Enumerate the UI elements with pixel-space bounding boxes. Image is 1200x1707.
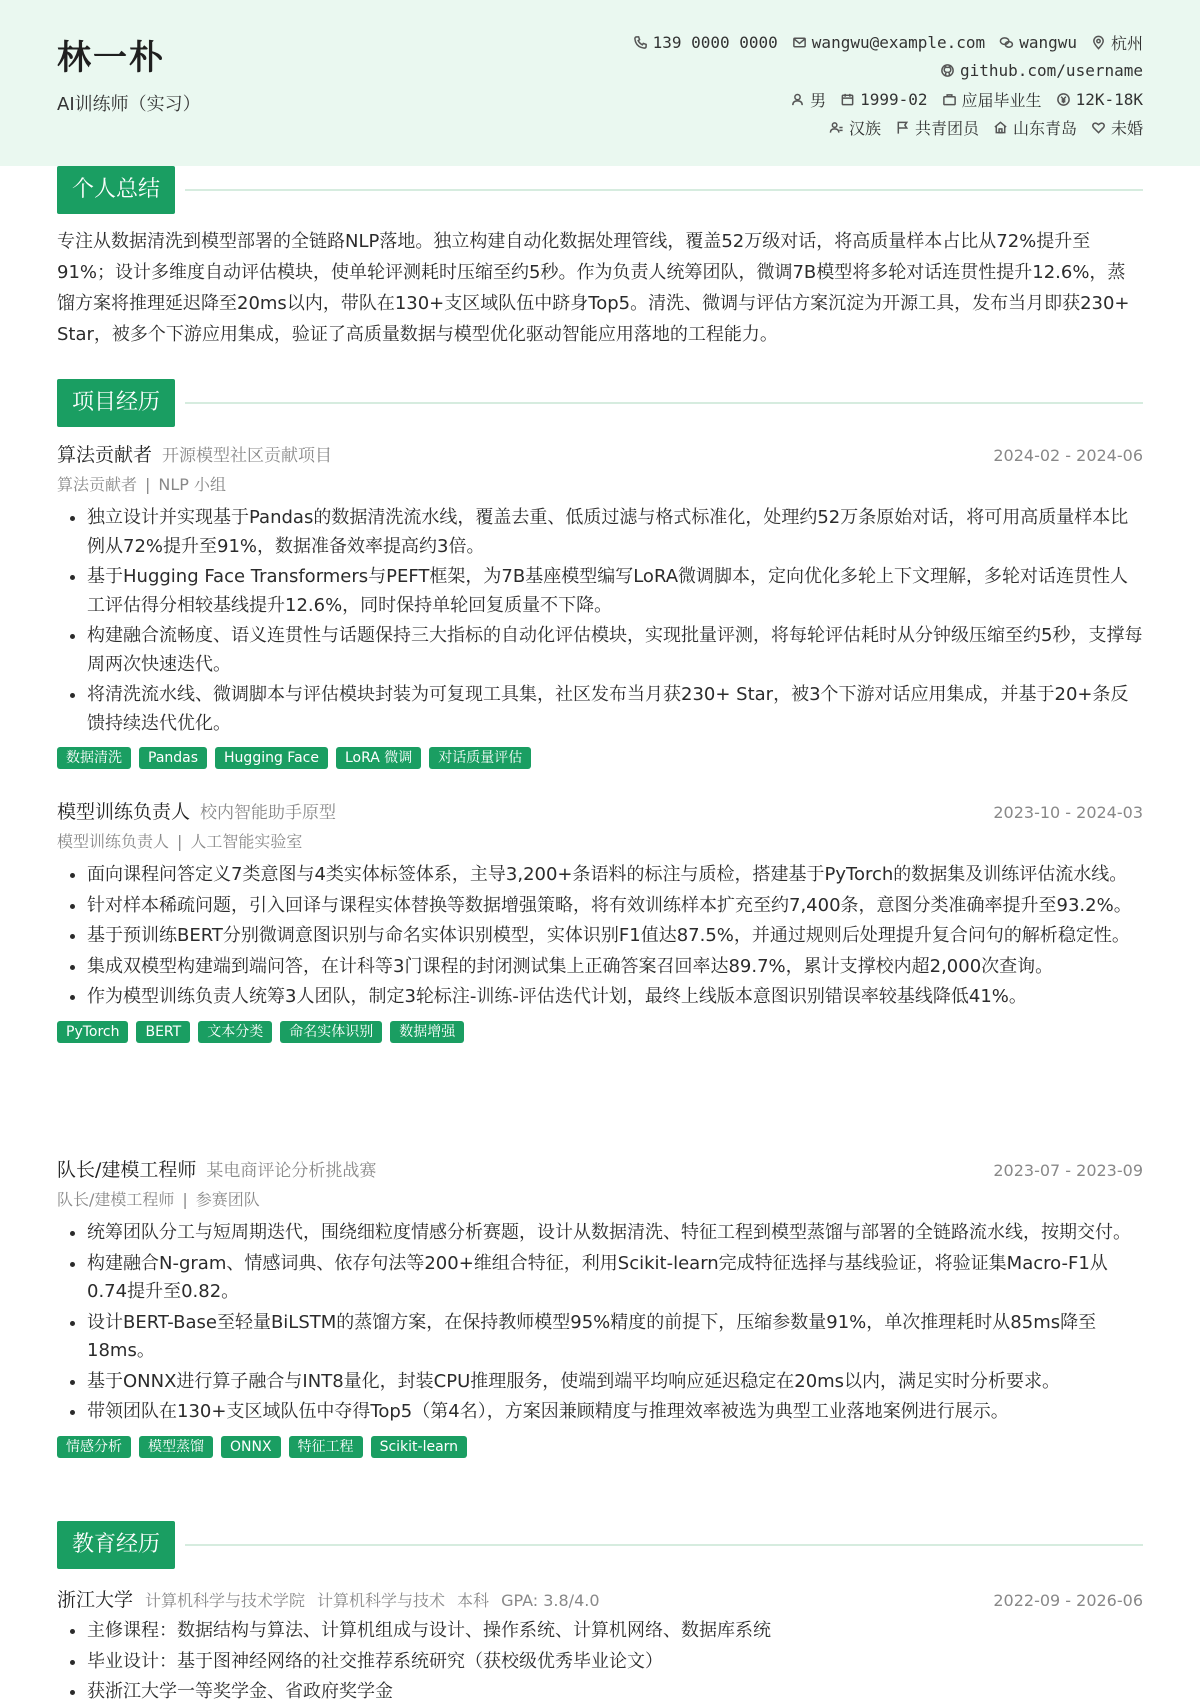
school-name: 浙江大学 — [57, 1589, 134, 1611]
list-item: • 统筹团队分工与短周期迭代，围绕细粒度情感分析赛题，设计从数据清洗、特征工程到模型蒸馏与部署的全链路流水线，按期交付。 — [87, 1219, 1143, 1248]
briefcase-icon — [942, 92, 957, 107]
city: 杭州 — [1091, 31, 1143, 54]
project-subtitle: 某电商评论分析挑战赛 — [206, 1161, 377, 1181]
project-entry: 模型训练负责人 校内智能助手原型 2023-10 - 2024-03 模型训练负责人 | 人工智能实验室 • 面向课程问答定义7类意图与4类实体标签体系，主导3,200+条语料的标注与质检，搭建基于PyTorch的数据集及训练评估流水线。 • 针对样本稀疏问题，引入回译与课程实体替换等数据增强策略，将有效训练样本扩充至约7,400条，意图分类准确率提升至93.2%。 • 基于预训练BERT分别微调意图识别与命名实体识别模型，实体识别F1值达87.5%，并通过规则后处理提升复合问句的解析稳定性。 • 集成双模型构建端到端问答，在计科等3门课程的封闭测试集上正确答案召回率达89.7%，累计支撑校内超2,000次查询。 • 作为模型训练负责人统筹3人团队，制定3轮标注-训练-评估迭代计划，最终上线版本意图识别错误率较基线降低41%。 PyTorch BERT 文本分类 命名实体识别 数据增强 — [57, 797, 1143, 1043]
contact-info — [633, 28, 1143, 142]
list-item: • 将清洗流水线、微调脚本与评估模块封装为可复现工具集，社区发布当月获230+ Star，被3个下游对话应用集成，并基于20+条反馈持续迭代优化。 — [87, 681, 1143, 738]
gpa: GPA: 3.8/4.0 — [501, 1591, 600, 1610]
project-bullets — [57, 861, 1143, 1012]
skill-tag: PyTorch — [57, 1021, 128, 1043]
skill-tags — [57, 747, 1143, 769]
section-title-education: 教育经历 — [57, 1521, 175, 1569]
skill-tag: 命名实体识别 — [280, 1021, 382, 1043]
project-role: 算法贡献者 — [57, 475, 138, 494]
job-status: 应届毕业生 — [942, 88, 1042, 111]
skill-tag: ONNX — [221, 1436, 281, 1458]
location-pin-icon — [1091, 35, 1106, 50]
major: 计算机科学与技术 — [317, 1591, 446, 1610]
skill-tag: LoRA 微调 — [336, 747, 421, 769]
project-date: 2023-07 - 2023-09 — [993, 1161, 1143, 1180]
education-bullets — [57, 1617, 1143, 1707]
skill-tag: 特征工程 — [289, 1436, 363, 1458]
project-bullets — [57, 1219, 1143, 1427]
list-item: • 构建融合流畅度、语义连贯性与话题保持三大指标的自动化评估模块，实现批量评测，将每轮评估耗时从分钟级压缩至约5秒，支撑每周两次快速迭代。 — [87, 622, 1143, 679]
github-icon — [940, 63, 955, 78]
list-item: • 基于ONNX进行算子融合与INT8量化，封装CPU推理服务，使端到端平均响应延迟稳定在20ms以内，满足实时分析要求。 — [87, 1368, 1143, 1397]
list-item: • 集成双模型构建端到端问答，在计科等3门课程的封闭测试集上正确答案召回率达89.7%，累计支撑校内超2,000次查询。 — [87, 953, 1143, 982]
list-item: • 主修课程：数据结构与算法、计算机组成与设计、操作系统、计算机网络、数据库系统 — [87, 1617, 1143, 1646]
section-title-summary: 个人总结 — [57, 166, 175, 214]
resume-header — [0, 0, 1200, 166]
list-item: • 独立设计并实现基于Pandas的数据清洗流水线，覆盖去重、低质过滤与格式标准化，处理约52万条原始对话，将可用高质量样本比例从72%提升至91%，数据准备效率提高约3倍。 — [87, 504, 1143, 561]
list-item: • 基于Hugging Face Transformers与PEFT框架，为7B基座模型编写LoRA微调脚本，定向优化多轮上下文理解，多轮对话连贯性人工评估得分相较基线提升12.6%，同时保持单轮回复质量不下降。 — [87, 563, 1143, 620]
project-title: 算法贡献者 — [57, 444, 153, 466]
skill-tags — [57, 1021, 1143, 1043]
project-date: 2024-02 - 2024-06 — [993, 446, 1143, 465]
project-bullets — [57, 504, 1143, 738]
list-item: • 基于预训练BERT分别微调意图识别与命名实体识别模型，实体识别F1值达87.5%，并通过规则后处理提升复合问句的解析稳定性。 — [87, 922, 1143, 951]
skill-tag: Pandas — [139, 747, 207, 769]
gender: 男 — [790, 88, 826, 111]
divider — [185, 402, 1143, 404]
list-item: • 带领团队在130+支区域队伍中夺得Top5（第4名），方案因兼顾精度与推理效率被选为典型工业落地案例进行展示。 — [87, 1398, 1143, 1427]
education-date: 2022-09 - 2026-06 — [993, 1591, 1143, 1610]
email[interactable]: wangwu@example.com — [792, 33, 985, 52]
users-icon — [829, 120, 844, 135]
project-role: 模型训练负责人 — [57, 832, 170, 851]
marital-status: 未婚 — [1091, 116, 1143, 139]
section-education — [57, 1521, 1143, 1569]
list-item: • 获浙江大学一等奖学金、省政府奖学金 — [87, 1678, 1143, 1707]
project-title: 模型训练负责人 — [57, 801, 191, 823]
summary-text: 专注从数据清洗到模型部署的全链路NLP落地。独立构建自动化数据处理管线，覆盖52万级对话，将高质量样本占比从72%提升至91%；设计多维度自动评估模块，使单轮评测耗时压缩至约5秒。作为负责人统筹团队，微调7B模型将多轮对话连贯性提升12.6%，蒸馏方案将推理延迟降至20ms以内，带队在130+支区域队伍中跻身Top5。清洗、微调与评估方案沉淀为开源工具，发布当月即获230+ Star，被多个下游应用集成，验证了高质量数据与模型优化驱动智能应用落地的工程能力。 — [57, 231, 1130, 345]
hometown: 山东青岛 — [993, 116, 1077, 139]
degree: 本科 — [457, 1591, 490, 1610]
skill-tag: BERT — [136, 1021, 190, 1043]
skill-tag: 对话质量评估 — [429, 747, 531, 769]
github[interactable]: github.com/username — [940, 61, 1143, 80]
list-item: • 毕业设计：基于图神经网络的社交推荐系统研究（获校级优秀毕业论文） — [87, 1648, 1143, 1677]
birth-date: 1999-02 — [840, 90, 927, 109]
project-subtitle: 校内智能助手原型 — [200, 803, 337, 823]
project-org: NLP 小组 — [158, 475, 227, 494]
calendar-icon — [840, 92, 855, 107]
heart-icon — [1091, 120, 1106, 135]
skill-tags — [57, 1436, 1143, 1458]
project-role: 队长/建模工程师 — [57, 1190, 175, 1209]
section-summary — [57, 166, 1143, 214]
ethnicity: 汉族 — [829, 116, 881, 139]
project-title: 队长/建模工程师 — [57, 1159, 197, 1181]
list-item: • 作为模型训练负责人统筹3人团队，制定3轮标注-训练-评估迭代计划，最终上线版本意图识别错误率较基线降低41%。 — [87, 983, 1143, 1012]
candidate-name: 林一朴 — [57, 38, 165, 78]
college: 计算机科学与技术学院 — [145, 1591, 306, 1610]
skill-tag: 文本分类 — [198, 1021, 272, 1043]
skill-tag: 数据增强 — [390, 1021, 464, 1043]
home-icon — [993, 120, 1008, 135]
phone[interactable]: 139 0000 0000 — [633, 33, 778, 52]
user-icon — [790, 92, 805, 107]
skill-tag: 模型蒸馏 — [139, 1436, 213, 1458]
skill-tag: 情感分析 — [57, 1436, 131, 1458]
education-entry — [57, 1585, 1143, 1707]
wechat-icon — [999, 35, 1014, 50]
skill-tag: 数据清洗 — [57, 747, 131, 769]
project-subtitle: 开源模型社区贡献项目 — [162, 446, 333, 466]
mail-icon — [792, 35, 807, 50]
flag-icon — [895, 120, 910, 135]
skill-tag: Scikit-learn — [371, 1436, 467, 1458]
phone-icon — [633, 35, 648, 50]
project-entry: 队长/建模工程师 某电商评论分析挑战赛 2023-07 - 2023-09 队长/建模工程师 | 参赛团队 • 统筹团队分工与短周期迭代，围绕细粒度情感分析赛题，设计从数据清洗、特征工程到模型蒸馏与部署的全链路流水线，按期交付。 • 构建融合N-gram、情感词典、依存句法等200+维组合特征，利用Scikit-learn完成特征选择与基线验证，将验证集Macro-F1从0.74提升至0.82。 • 设计BERT-Base至轻量BiLSTM的蒸馏方案，在保持教师模型95%精度的前提下，压缩参数量91%，单次推理耗时从85ms降至18ms。 • 基于ONNX进行算子融合与INT8量化，封装CPU推理服务，使端到端平均响应延迟稳定在20ms以内，满足实时分析要求。 • 带领团队在130+支区域队伍中夺得Top5（第4名），方案因兼顾精度与推理效率被选为典型工业落地案例进行展示。 情感分析 模型蒸馏 ONNX 特征工程 Scikit-learn — [57, 1155, 1143, 1458]
project-org: 人工智能实验室 — [190, 832, 303, 851]
project-date: 2023-10 - 2024-03 — [993, 803, 1143, 822]
divider — [185, 189, 1143, 191]
skill-tag: Hugging Face — [215, 747, 328, 769]
divider — [185, 1544, 1143, 1546]
project-org: 参赛团队 — [195, 1190, 260, 1209]
money-icon — [1056, 92, 1071, 107]
salary: 12K-18K — [1056, 90, 1143, 109]
political-status: 共青团员 — [895, 116, 979, 139]
list-item: • 针对样本稀疏问题，引入回译与课程实体替换等数据增强策略，将有效训练样本扩充至约7,400条，意图分类准确率提升至93.2%。 — [87, 892, 1143, 921]
list-item: • 构建融合N-gram、情感词典、依存句法等200+维组合特征，利用Scikit-learn完成特征选择与基线验证，将验证集Macro-F1从0.74提升至0.82。 — [87, 1250, 1143, 1307]
section-title-projects: 项目经历 — [57, 379, 175, 427]
section-projects — [57, 379, 1143, 427]
candidate-role: AI训练师（实习） — [57, 94, 201, 115]
project-entry: 算法贡献者 开源模型社区贡献项目 2024-02 - 2024-06 算法贡献者 | NLP 小组 • 独立设计并实现基于Pandas的数据清洗流水线，覆盖去重、低质过滤与格式标准化，处理约52万条原始对话，将可用高质量样本比例从72%提升至91%，数据准备效率提高约3倍。 • 基于Hugging Face Transformers与PEFT框架，为7B基座模型编写LoRA微调脚本，定向优化多轮上下文理解，多轮对话连贯性人工评估得分相较基线提升12.6%，同时保持单轮回复质量不下降。 • 构建融合流畅度、语义连贯性与话题保持三大指标的自动化评估模块，实现批量评测，将每轮评估耗时从分钟级压缩至约5秒，支撑每周两次快速迭代。 • 将清洗流水线、微调脚本与评估模块封装为可复现工具集，社区发布当月获230+ Star，被3个下游对话应用集成，并基于20+条反馈持续迭代优化。 数据清洗 Pandas Hugging Face LoRA 微调 对话质量评估 — [57, 440, 1143, 769]
list-item: • 设计BERT-Base至轻量BiLSTM的蒸馏方案，在保持教师模型95%精度的前提下，压缩参数量91%，单次推理耗时从85ms降至18ms。 — [87, 1309, 1143, 1366]
wechat[interactable]: wangwu — [999, 33, 1077, 52]
list-item: • 面向课程问答定义7类意图与4类实体标签体系，主导3,200+条语料的标注与质检，搭建基于PyTorch的数据集及训练评估流水线。 — [87, 861, 1143, 890]
